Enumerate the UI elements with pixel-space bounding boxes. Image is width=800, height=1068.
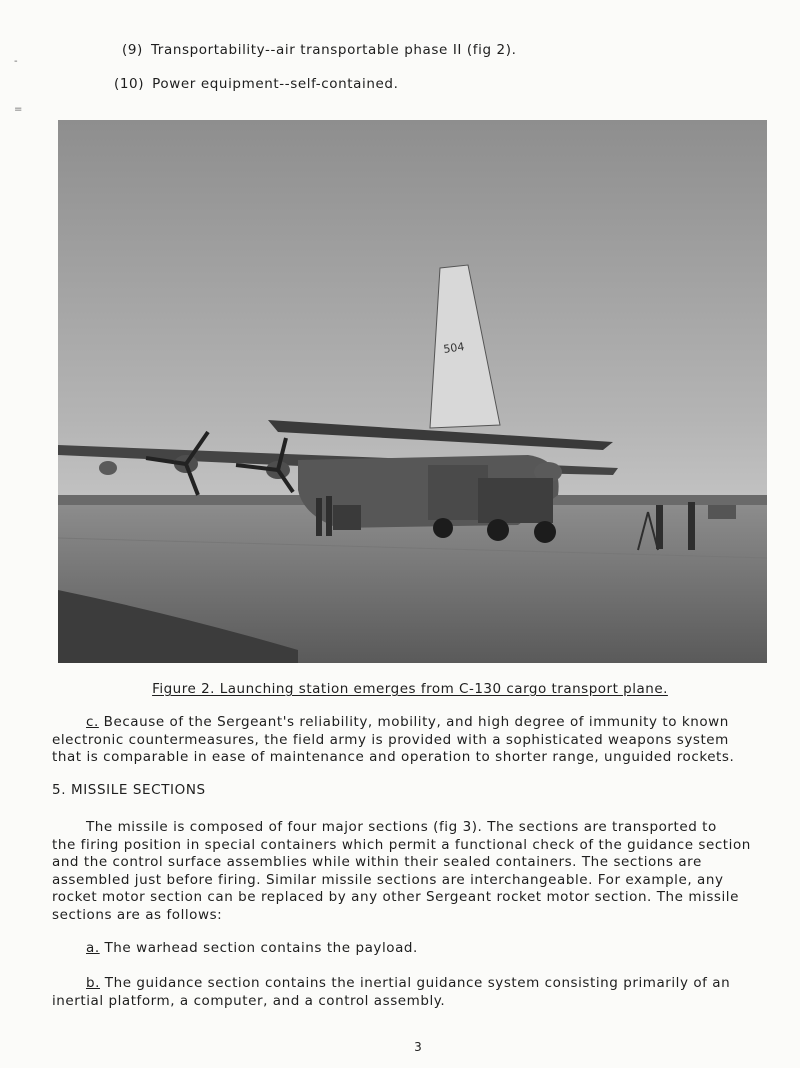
paragraph-line: rocket motor section can be replaced by any other Sergeant rocket motor section. The missile: [52, 889, 739, 905]
paragraph-label: b.: [86, 975, 100, 991]
section-heading: 5. MISSILE SECTIONS: [52, 782, 206, 798]
paragraph-line: Because of the Sergeant's reliability, mobility, and high degree of immunity to known: [98, 714, 729, 730]
truck-wheel: [487, 519, 509, 541]
list-item-number: (10): [114, 76, 145, 92]
paragraph-line: that is comparable in ease of maintenance and operation to shorter range, unguided rockets.: [52, 749, 735, 765]
truck-wheel: [534, 521, 556, 543]
paragraph-c: [52, 714, 772, 767]
paragraph-a: [52, 940, 772, 958]
paragraph-line: and the control surface assemblies while within their sealed containers. The sections are: [52, 854, 702, 870]
paragraph-label: a.: [86, 940, 100, 956]
paragraph-missile-sections: [52, 819, 772, 924]
list-item-text: Transportability--air transportable phase II (fig 2).: [150, 42, 517, 58]
paragraph-b: [52, 975, 772, 1010]
margin-mark: -: [14, 56, 18, 67]
margin-mark: =: [14, 104, 23, 115]
figure-caption: [0, 681, 800, 697]
truck-wheel: [433, 518, 453, 538]
paragraph-line: The missile is composed of four major sections (fig 3). The sections are transported to: [86, 819, 717, 835]
list-item-number: (9): [122, 42, 143, 58]
list-item-9: [122, 42, 516, 58]
c130-aircraft-photo: [58, 120, 767, 663]
paragraph-line: sections are as follows:: [52, 906, 223, 923]
paragraph-line: assembled just before firing. Similar missile sections are interchangeable. For example, any: [52, 871, 724, 888]
figure-photo: [58, 120, 767, 663]
paragraph-line: electronic countermeasures, the field army is provided with a sophisticated weapons system: [52, 731, 729, 748]
ground-cart: [333, 505, 361, 530]
paragraph-line: The guidance section contains the inertial guidance system consisting primarily of an: [99, 975, 731, 991]
truck-cab: [478, 478, 553, 523]
page-number: 3: [414, 1040, 422, 1054]
tail-number: 504: [442, 340, 466, 356]
list-item-10: [114, 76, 399, 92]
figure-caption-text: Figure 2. Launching station emerges from C-130 cargo transport plane.: [152, 681, 668, 697]
paragraph-line: the firing position in special containers which permit a functional check of the guidance section: [52, 836, 751, 853]
paragraph-line: inertial platform, a computer, and a control assembly.: [52, 992, 446, 1009]
list-item-text: Power equipment--self-contained.: [152, 76, 399, 92]
paragraph-line: The warhead section contains the payload.: [99, 940, 418, 956]
distant-vehicle: [708, 505, 736, 519]
paragraph-label: c.: [86, 714, 99, 730]
